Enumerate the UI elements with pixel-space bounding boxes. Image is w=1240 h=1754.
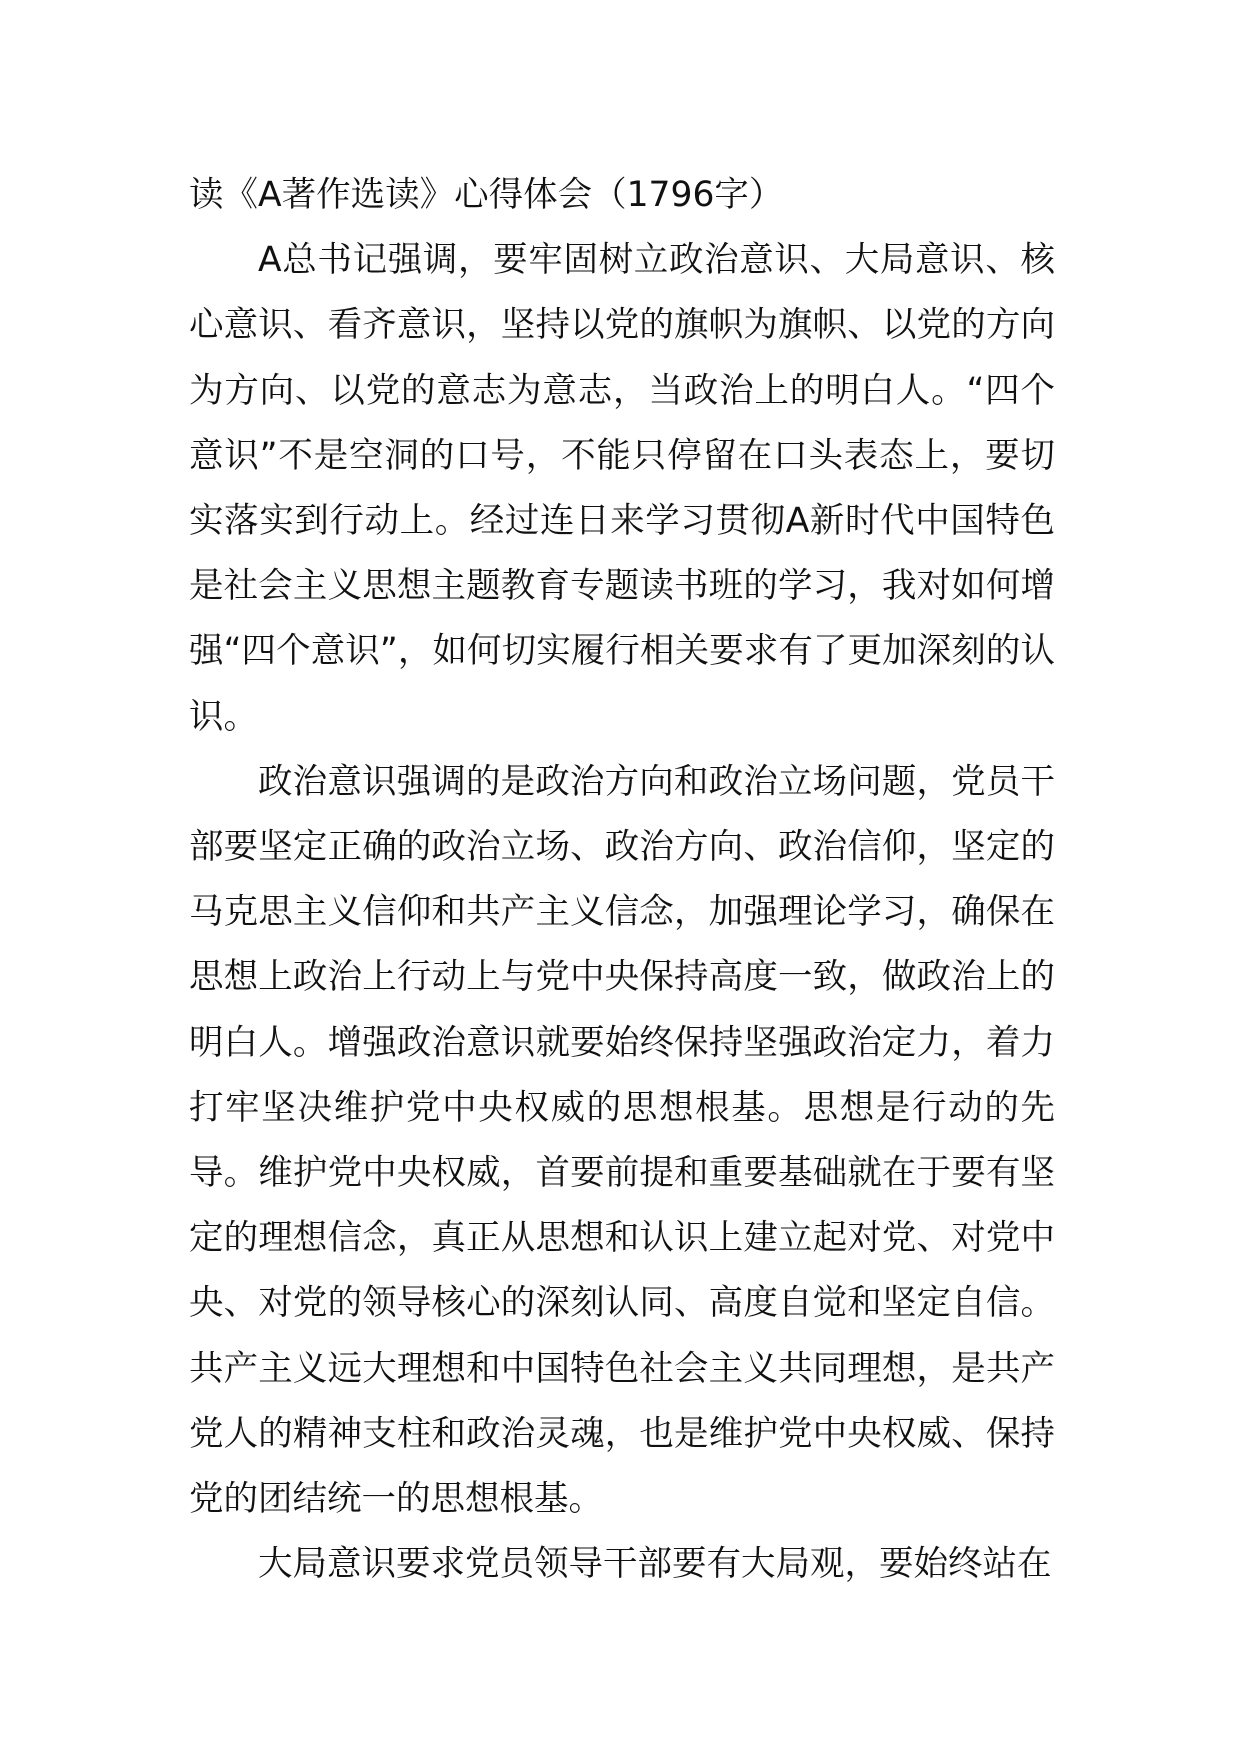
document-body [189,163,1055,1597]
document-title: 读《A著作选读》心得体会（1796字） [189,175,784,215]
paragraph-overall-situation: 大局意识要求党员领导干部要有大局观，要始终站在 [258,1544,1052,1585]
paragraph-political-consciousness: 政治意识强调的是政治方向和政治立场问题，党员干部要坚定正确的政治立场、政治方向、政治信仰，坚定的马克思主义信仰和共产主义信念，加强理论学习，确保在思想上政治上行动上与党中央保持高度一致，做政治上的明白人。增强政治意识就要始终保持坚强政治定力，着力打牢坚决维护党中央权威的思想根基。思想是行动的先导。维护党中央权威，首要前提和重要基础就在于要有坚定的理想信念，真正从思想和认识上建立起对党、对党中央、对党的领导核心的深刻认同、高度自觉和坚定自信。共产主义远大理想和中国特色社会主义共同理想，是共产党人的精神支柱和政治灵魂，也是维护党中央权威、保持党的团结统一的思想根基。 [189,761,1055,1520]
paragraph-four-consciousness-intro: A总书记强调，要牢固树立政治意识、大局意识、核心意识、看齐意识，坚持以党的旗帜为旗帜、以党的方向为方向、以党的意志为意志，当政治上的明白人。“四个意识”不是空洞的口号，不能只停留在口头表态上，要切实落实到行动上。经过连日来学习贯彻A新时代中国特色是社会主义思想主题教育专题读书班的学习，我对如何增强“四个意识”，如何切实履行相关要求有了更加深刻的认识。 [189,240,1055,737]
